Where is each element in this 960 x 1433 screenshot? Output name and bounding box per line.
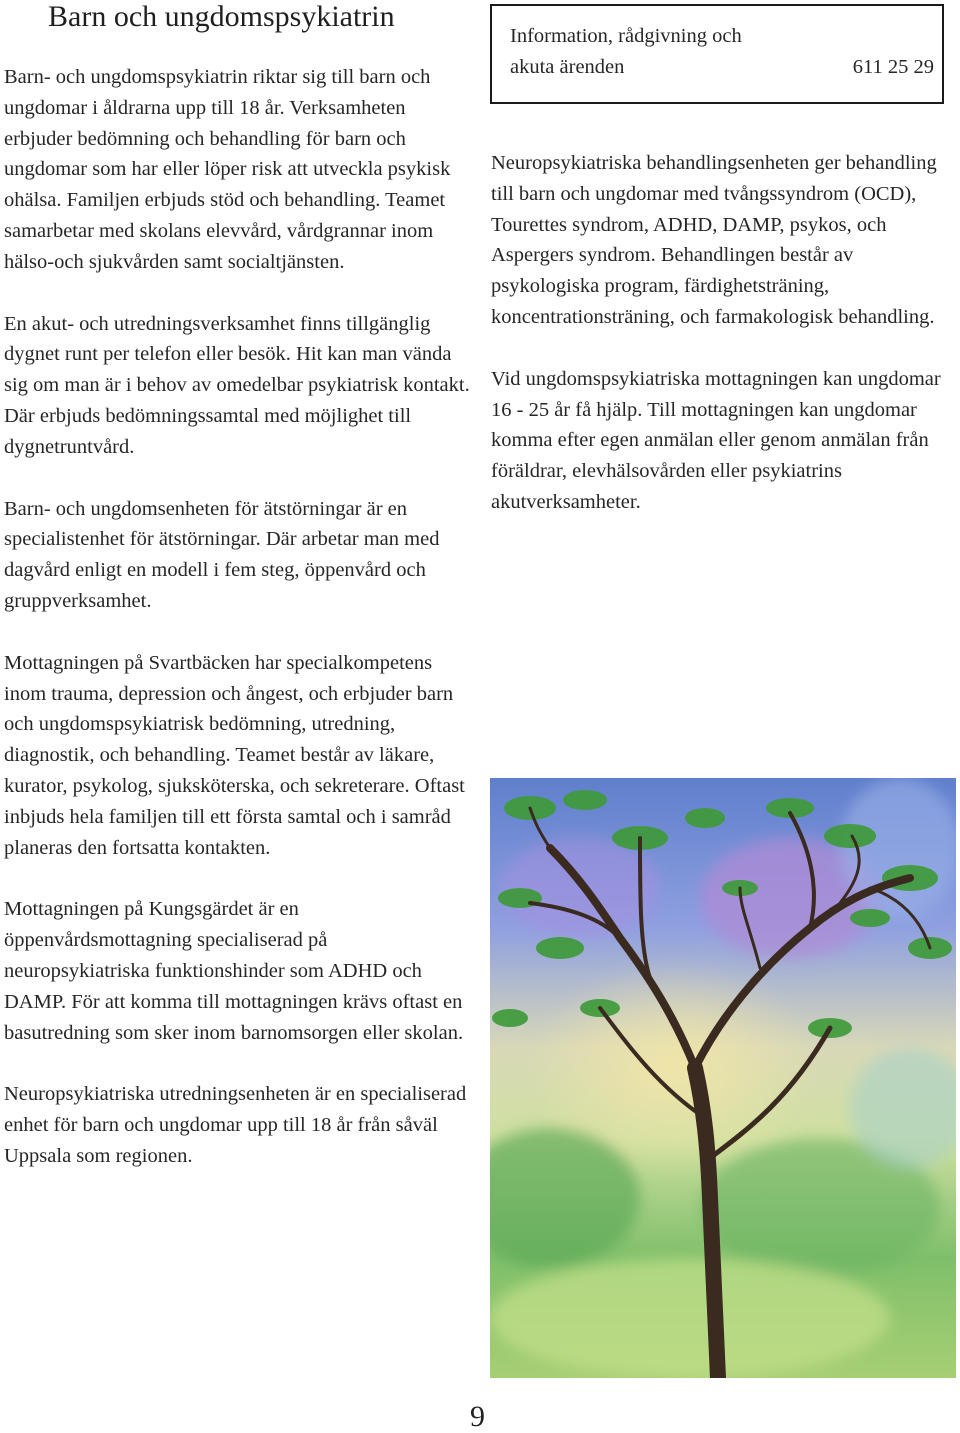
- paragraph-eating-disorders: Barn- och ungdomsenheten för ätstörningar är en specialistenhet för ätstörningar. Där arbetar man med dagvård enligt en modell i fem steg, öppenvård och gruppverksamhet.: [4, 497, 440, 612]
- paragraph-np-treatment-unit: Neuropsykiatriska behandlingsenheten ger behandling till barn och ungdomar med tvångssyndrom (OCD), Tourettes syndrom, ADHD, DAMP, psykos, och Aspergers syndrom. Behandlingen består av psykologiska program, färdighetsträning, koncentrationsträning, och farmakologisk behandling.: [491, 152, 937, 328]
- paragraph-np-assessment-unit: Neuropsykiatriska utredningsenheten är en specialiserad enhet för barn och ungdomar upp till 18 år från såväl Uppsala som regionen.: [4, 1083, 467, 1167]
- contact-info-box: [490, 4, 944, 104]
- info-box-line2: akuta ärenden: [510, 55, 625, 78]
- left-column: [4, 62, 474, 1203]
- paragraph-kungsgardet: Mottagningen på Kungsgärdet är en öppenvårdsmottagning specialiserad på neuropsykiatriska funktionshinder som ADHD och DAMP. För att komma till mottagningen krävs oftast en basutredning som sker inom barnomsorgen eller skolan.: [4, 898, 464, 1044]
- paragraph-svartbacken: Mottagningen på Svartbäcken har specialkompetens inom trauma, depression och ångest, och erbjuder barn och ungdomspsykiatrisk bedömning, utredning, diagnostik, och behandling. Teamet består av läkare, kurator, psykolog, sjuksköterska, och sekreterare. Oftast inbjuds hela familjen till ett första samtal och i samråd planeras den fortsatta kontakten.: [4, 651, 465, 859]
- info-box-line1: Information, rådgivning och: [510, 25, 742, 47]
- phone-number: 611 25 29: [852, 55, 934, 78]
- paragraph-intro: Barn- och ungdomspsykiatrin riktar sig till barn och ungdomar i åldrarna upp till 18 år. Verksamheten erbjuder bedömning och behandling för barn och ungdomar som har eller löper risk att utveckla psykisk ohälsa. Familjen erbjuds stöd och behandling. Teamet samarbetar med skolans elevvård, vårdgrannar inom hälso-och sjukvården samt socialtjänsten.: [4, 66, 451, 273]
- tree-watercolor-svg: [490, 778, 956, 1378]
- tree-watercolor-image: [490, 778, 956, 1378]
- paragraph-emergency-unit: En akut- och utredningsverksamhet finns tillgänglig dygnet runt per telefon eller besök. Hit kan man vända sig om man är i behov av omedelbar psykiatrisk kontakt. Där erbjuds bedömningssamtal med möjlighet till dygnetruntvård.: [4, 312, 470, 458]
- page-title: Barn och ungdomspsykiatrin: [48, 0, 395, 33]
- right-column: [491, 148, 953, 549]
- page-number: 9: [470, 1400, 485, 1433]
- paragraph-youth-clinic: Vid ungdomspsykiatriska mottagningen kan ungdomar 16 - 25 år få hjälp. Till mottagningen kan ungdomar komma efter egen anmälan eller genom anmälan från föräldrar, elevhälsovården eller psykiatrins akutverksamheter.: [491, 367, 941, 513]
- info-box-row: [510, 52, 934, 83]
